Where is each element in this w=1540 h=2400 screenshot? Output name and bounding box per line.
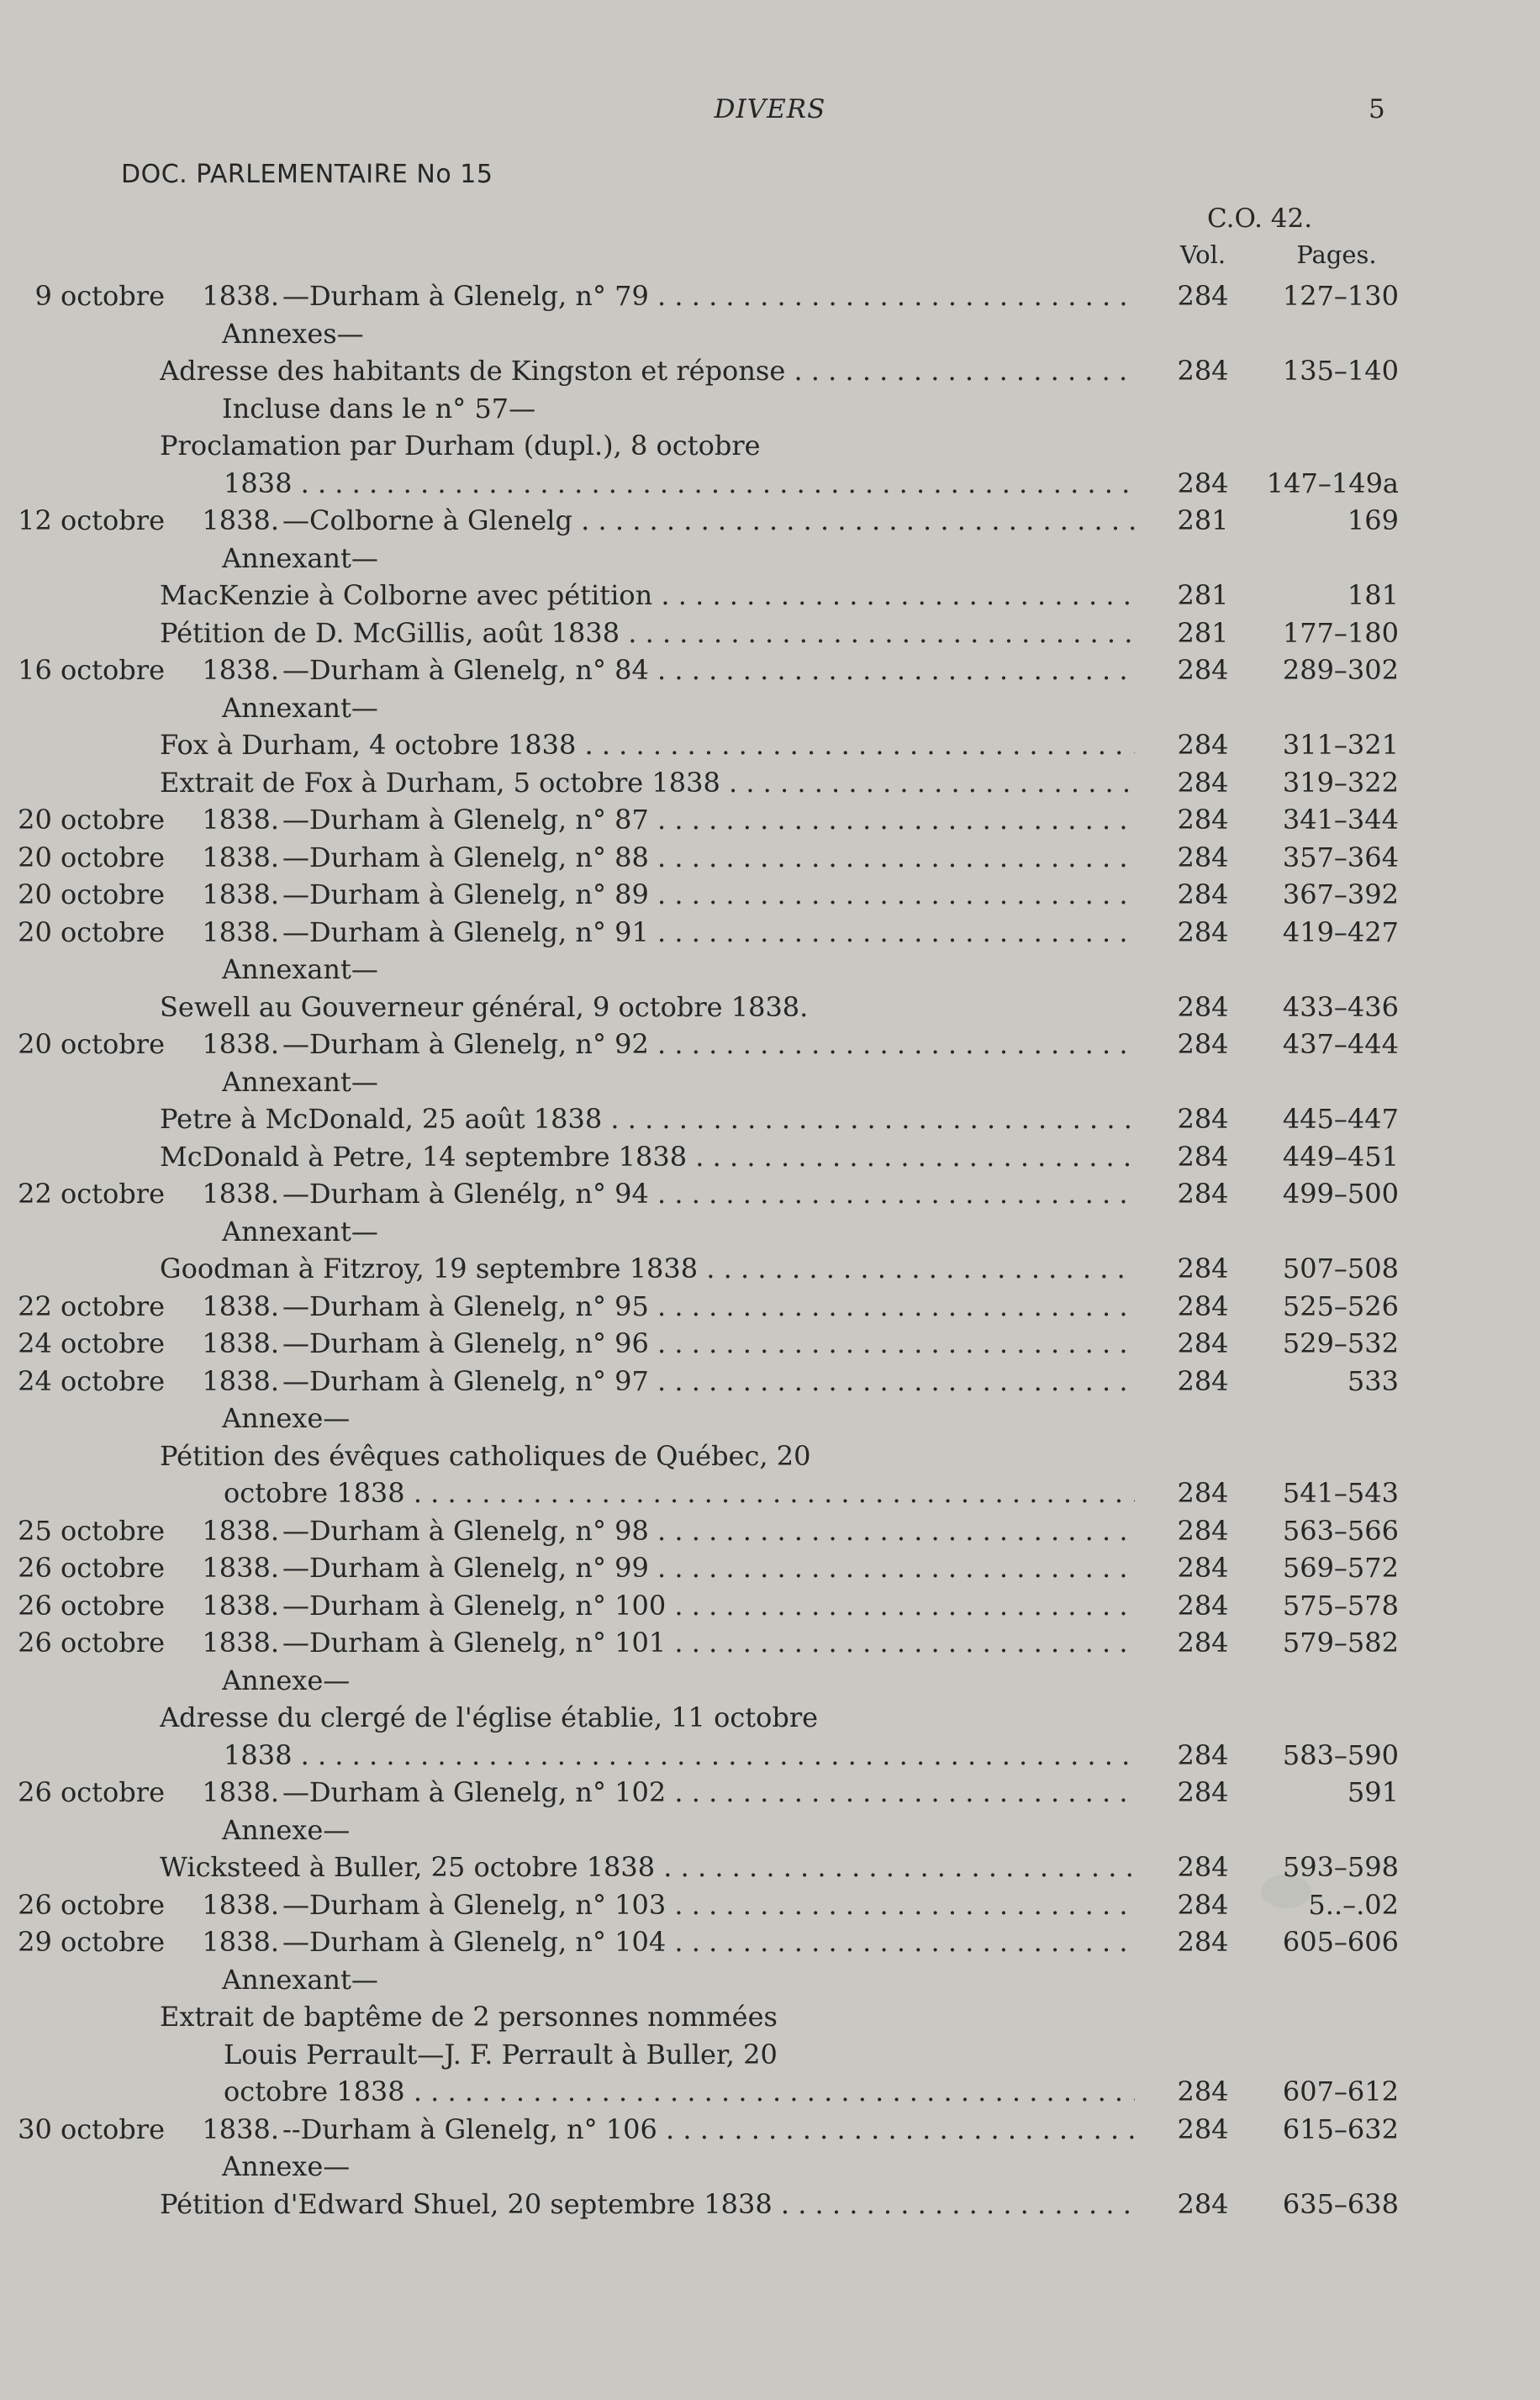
list-item: [0, 1213, 1540, 1251]
entry-text: Fox à Durham, 4 octobre 1838 . . .: [160, 726, 1135, 764]
entry-volume: 284: [1177, 1776, 1229, 1808]
annex-heading: Annexant—: [222, 953, 378, 985]
entry-volume: 284: [1177, 915, 1229, 948]
list-item: [0, 1325, 1540, 1363]
entry-volume: 284: [1177, 1253, 1229, 1284]
entry-date: 24 octobre: [18, 1327, 165, 1359]
entry-volume: 284: [1177, 1552, 1229, 1584]
entry-volume: 284: [1177, 990, 1229, 1023]
vol-column-header: Vol.: [1179, 240, 1226, 269]
entry-date: 24 octobre: [18, 1364, 165, 1397]
entry-pages: 615–632: [1282, 2113, 1399, 2145]
entry-year: 1838.: [202, 1888, 279, 1921]
list-item: [0, 615, 1540, 652]
entry-text: Pétition d'Edward Shuel, 20 septembre 1838 . . .: [160, 2186, 1135, 2223]
entry-pages: 147–149a: [1266, 467, 1399, 499]
list-item: [0, 1998, 1540, 2036]
entry-text: —Durham à Glenelg, n° 92 . . .: [282, 1026, 1135, 1063]
entry-volume: 281: [1177, 616, 1229, 649]
annex-heading: Annexe—: [222, 2150, 351, 2182]
entry-pages: 5..–.02: [1308, 1888, 1399, 1921]
entry-year: 1838.: [202, 804, 279, 836]
list-item: [0, 465, 1540, 503]
entry-volume: 284: [1177, 467, 1229, 499]
list-item: [0, 801, 1540, 839]
annex-heading: Annexe—: [222, 1664, 351, 1696]
list-item: [0, 764, 1540, 802]
entry-volume: 284: [1177, 1140, 1229, 1173]
entry-text: 1838 . . .: [224, 465, 1135, 503]
entry-text: —Durham à Glenelg, n° 103 . . .: [282, 1886, 1135, 1924]
entry-year: 1838.: [202, 841, 279, 873]
entry-date: 20 octobre: [18, 1028, 165, 1060]
list-item: [0, 1699, 1540, 1737]
entry-text: Goodman à Fitzroy, 19 septembre 1838 . . .: [160, 1250, 1135, 1288]
list-item: [0, 2073, 1540, 2111]
entry-text: Sewell au Gouverneur général, 9 octobre 1838.: [160, 990, 809, 1023]
entry-text: 1838 . . .: [224, 1737, 1135, 1775]
entry-volume: 284: [1177, 2187, 1229, 2220]
entry-pages: 569–572: [1282, 1552, 1399, 1584]
entry-text: —Durham à Glenelg, n° 84 . . .: [282, 651, 1135, 689]
entry-volume: 284: [1177, 2113, 1229, 2145]
annex-heading: Annexe—: [222, 1402, 351, 1434]
entry-pages: 583–590: [1282, 1738, 1399, 1771]
entry-text: Wicksteed à Buller, 25 octobre 1838 . . .: [160, 1849, 1135, 1886]
entry-pages: 341–344: [1282, 804, 1399, 836]
entry-volume: 284: [1177, 1738, 1229, 1771]
list-item: [0, 1063, 1540, 1101]
entry-volume: 284: [1177, 355, 1229, 387]
list-item: [0, 277, 1540, 315]
list-item: [0, 839, 1540, 877]
list-item: [0, 2111, 1540, 2149]
entry-pages: 433–436: [1282, 990, 1399, 1023]
entry-list: [0, 277, 1540, 2223]
entry-volume: 284: [1177, 729, 1229, 761]
entry-pages: 563–566: [1282, 1514, 1399, 1547]
list-item: [0, 390, 1540, 428]
list-item: [0, 689, 1540, 727]
entry-volume: 281: [1177, 579, 1229, 611]
list-item: [0, 540, 1540, 578]
list-item: [0, 1812, 1540, 1849]
entry-text: MacKenzie à Colborne avec pétition . . .: [160, 577, 1135, 615]
entry-volume: 281: [1177, 504, 1229, 536]
entry-date: 12 octobre: [18, 504, 165, 536]
entry-pages: 177–180: [1282, 616, 1399, 649]
entry-year: 1838.: [202, 1926, 279, 1958]
list-item: [0, 726, 1540, 764]
entry-pages: 445–447: [1282, 1103, 1399, 1135]
series-label: C.O. 42.: [1207, 203, 1313, 234]
entry-text: —Durham à Glenelg, n° 89 . . .: [282, 876, 1135, 914]
entry-pages: 533: [1347, 1364, 1399, 1397]
entry-pages: 319–322: [1282, 766, 1399, 799]
list-item: [0, 1849, 1540, 1886]
entry-text: McDonald à Petre, 14 septembre 1838 . . .: [160, 1138, 1135, 1176]
entry-text: Extrait de baptême de 2 personnes nommées: [160, 2001, 778, 2033]
list-item: [0, 989, 1540, 1026]
entry-date: 26 octobre: [18, 1589, 165, 1622]
entry-year: 1838.: [202, 1178, 279, 1210]
entry-pages: 507–508: [1282, 1253, 1399, 1284]
entry-volume: 284: [1177, 878, 1229, 910]
entry-pages: 181: [1347, 579, 1399, 611]
entry-text: —Durham à Glenelg, n° 91 . . .: [282, 914, 1135, 952]
annex-heading: Annexant—: [222, 1065, 378, 1098]
entry-text: —Durham à Glenelg, n° 99 . . .: [282, 1549, 1135, 1587]
entry-volume: 284: [1177, 1364, 1229, 1397]
entry-pages: 593–598: [1282, 1851, 1399, 1883]
entry-date: 26 octobre: [18, 1627, 165, 1659]
entry-pages: 635–638: [1282, 2187, 1399, 2220]
entry-volume: 284: [1177, 280, 1229, 312]
entry-pages: 289–302: [1282, 654, 1399, 686]
list-item: [0, 1549, 1540, 1587]
entry-pages: 575–578: [1282, 1589, 1399, 1622]
entry-text: —Durham à Glenelg, n° 88 . . .: [282, 839, 1135, 877]
entry-pages: 607–612: [1282, 2076, 1399, 2107]
running-head: [0, 94, 1540, 133]
entry-volume: 284: [1177, 654, 1229, 686]
list-item: [0, 427, 1540, 465]
annex-heading: Annexes—: [222, 317, 364, 350]
entry-pages: 529–532: [1282, 1327, 1399, 1359]
document-label: DOC. PARLEMENTAIRE No 15: [121, 160, 493, 189]
entry-date: 20 octobre: [18, 878, 165, 910]
entry-text: —Durham à Glenelg, n° 95 . . .: [282, 1288, 1135, 1326]
entry-date: 26 octobre: [18, 1888, 165, 1921]
entry-text: octobre 1838 . . .: [224, 1474, 1135, 1512]
entry-year: 1838.: [202, 1028, 279, 1060]
entry-pages: 357–364: [1282, 841, 1399, 873]
entry-date: 29 octobre: [18, 1926, 165, 1958]
entry-date: 9 octobre: [34, 280, 165, 312]
list-item: [0, 577, 1540, 615]
entry-text: --Durham à Glenelg, n° 106 . . .: [282, 2111, 1135, 2149]
list-item: [0, 1474, 1540, 1512]
list-item: [0, 1138, 1540, 1176]
entry-year: 1838.: [202, 1327, 279, 1359]
entry-pages: 169: [1347, 504, 1399, 536]
entry-volume: 284: [1177, 1290, 1229, 1322]
list-item: [0, 651, 1540, 689]
entry-pages: 419–427: [1282, 915, 1399, 948]
entry-text: —Colborne à Glenelg . . .: [282, 502, 1135, 540]
entry-text: —Durham à Glenélg, n° 94 . . .: [282, 1175, 1135, 1213]
entry-text: —Durham à Glenelg, n° 79 . . .: [282, 277, 1135, 315]
list-item: [0, 1587, 1540, 1625]
list-item: [0, 1026, 1540, 1063]
list-item: [0, 1175, 1540, 1213]
annex-heading: Incluse dans le n° 57—: [222, 392, 536, 425]
entry-volume: 284: [1177, 2076, 1229, 2107]
list-item: [0, 1400, 1540, 1437]
entry-text: Petre à McDonald, 25 août 1838 . . .: [160, 1100, 1135, 1138]
list-item: [0, 1100, 1540, 1138]
list-item: [0, 315, 1540, 353]
entry-volume: 284: [1177, 1028, 1229, 1060]
entry-pages: 437–444: [1282, 1028, 1399, 1060]
entry-date: 26 octobre: [18, 1552, 165, 1584]
list-item: [0, 1662, 1540, 1700]
entry-date: 20 octobre: [18, 804, 165, 836]
entry-volume: 284: [1177, 1589, 1229, 1622]
entry-date: 20 octobre: [18, 841, 165, 873]
entry-pages: 605–606: [1282, 1926, 1399, 1958]
annex-heading: Annexe—: [222, 1813, 351, 1846]
list-item: [0, 914, 1540, 952]
entry-year: 1838.: [202, 1776, 279, 1808]
entry-pages: 541–543: [1282, 1477, 1399, 1509]
entry-date: 26 octobre: [18, 1776, 165, 1808]
entry-pages: 499–500: [1282, 1178, 1399, 1210]
entry-text: —Durham à Glenelg, n° 100 . . .: [282, 1587, 1135, 1625]
entry-text: Pétition des évêques catholiques de Québec, 20: [160, 1439, 811, 1472]
entry-text: octobre 1838 . . .: [224, 2073, 1135, 2111]
entry-text: Adresse des habitants de Kingston et réponse . . .: [160, 352, 1135, 390]
entry-volume: 284: [1177, 766, 1229, 799]
entry-text: Pétition de D. McGillis, août 1838 . . .: [160, 615, 1135, 652]
entry-text: Louis Perrault—J. F. Perrault à Buller, 20: [224, 2038, 778, 2070]
list-item: [0, 2148, 1540, 2186]
entry-volume: 284: [1177, 1926, 1229, 1958]
entry-text: —Durham à Glenelg, n° 102 . . .: [282, 1774, 1135, 1812]
entry-year: 1838.: [202, 1552, 279, 1584]
entry-text: —Durham à Glenelg, n° 104 . . .: [282, 1923, 1135, 1961]
entry-date: 25 octobre: [18, 1514, 165, 1547]
entry-pages: 311–321: [1282, 729, 1399, 761]
list-item: [0, 2036, 1540, 2074]
entry-year: 1838.: [202, 280, 279, 312]
entry-text: Proclamation par Durham (dupl.), 8 octobre: [160, 430, 761, 462]
entry-text: —Durham à Glenelg, n° 98 . . .: [282, 1512, 1135, 1550]
entry-date: 22 octobre: [18, 1290, 165, 1322]
entry-year: 1838.: [202, 878, 279, 910]
list-item: [0, 2186, 1540, 2223]
entry-pages: 579–582: [1282, 1627, 1399, 1659]
list-item: [0, 502, 1540, 540]
entry-date: 20 octobre: [18, 915, 165, 948]
list-item: [0, 1250, 1540, 1288]
entry-date: 22 octobre: [18, 1178, 165, 1210]
entry-volume: 284: [1177, 1851, 1229, 1883]
entry-year: 1838.: [202, 654, 279, 686]
running-title: DIVERS: [714, 94, 826, 124]
entry-volume: 284: [1177, 1514, 1229, 1547]
entry-year: 1838.: [202, 1290, 279, 1322]
entry-text: —Durham à Glenelg, n° 97 . . .: [282, 1363, 1135, 1400]
entry-volume: 284: [1177, 1477, 1229, 1509]
entry-volume: 284: [1177, 1327, 1229, 1359]
list-item: [0, 1624, 1540, 1662]
entry-text: Extrait de Fox à Durham, 5 octobre 1838 . . .: [160, 764, 1135, 802]
entry-text: —Durham à Glenelg, n° 87 . . .: [282, 801, 1135, 839]
entry-pages: 449–451: [1282, 1140, 1399, 1173]
list-item: [0, 1886, 1540, 1924]
entry-year: 1838.: [202, 504, 279, 536]
list-item: [0, 1512, 1540, 1550]
entry-text: —Durham à Glenelg, n° 96 . . .: [282, 1325, 1135, 1363]
list-item: [0, 951, 1540, 989]
entry-year: 1838.: [202, 915, 279, 948]
list-item: [0, 876, 1540, 914]
entry-pages: 367–392: [1282, 878, 1399, 910]
entry-year: 1838.: [202, 1514, 279, 1547]
list-item: [0, 352, 1540, 390]
pages-column-header: Pages.: [1296, 240, 1377, 269]
entry-text: —Durham à Glenelg, n° 101 . . .: [282, 1624, 1135, 1662]
annex-heading: Annexant—: [222, 1215, 378, 1247]
list-item: [0, 1437, 1540, 1475]
list-item: [0, 1737, 1540, 1775]
list-item: [0, 1363, 1540, 1400]
list-item: [0, 1923, 1540, 1961]
entry-pages: 591: [1347, 1776, 1399, 1808]
annex-heading: Annexant—: [222, 1963, 378, 1996]
annex-heading: Annexant—: [222, 541, 378, 574]
entry-volume: 284: [1177, 804, 1229, 836]
page-number: 5: [1369, 94, 1385, 124]
annex-heading: Annexant—: [222, 691, 378, 724]
entry-year: 1838.: [202, 2113, 279, 2145]
entry-pages: 525–526: [1282, 1290, 1399, 1322]
entry-year: 1838.: [202, 1627, 279, 1659]
entry-volume: 284: [1177, 1888, 1229, 1921]
entry-pages: 127–130: [1282, 280, 1399, 312]
entry-year: 1838.: [202, 1589, 279, 1622]
entry-volume: 284: [1177, 1178, 1229, 1210]
list-item: [0, 1961, 1540, 1999]
entry-date: 16 octobre: [18, 654, 165, 686]
entry-text: Adresse du clergé de l'église établie, 11 octobre: [160, 1701, 819, 1733]
entry-pages: 135–140: [1282, 355, 1399, 387]
entry-date: 30 octobre: [18, 2113, 165, 2145]
list-item: [0, 1774, 1540, 1812]
entry-year: 1838.: [202, 1364, 279, 1397]
entry-volume: 284: [1177, 841, 1229, 873]
list-item: [0, 1288, 1540, 1326]
entry-volume: 284: [1177, 1103, 1229, 1135]
entry-volume: 284: [1177, 1627, 1229, 1659]
